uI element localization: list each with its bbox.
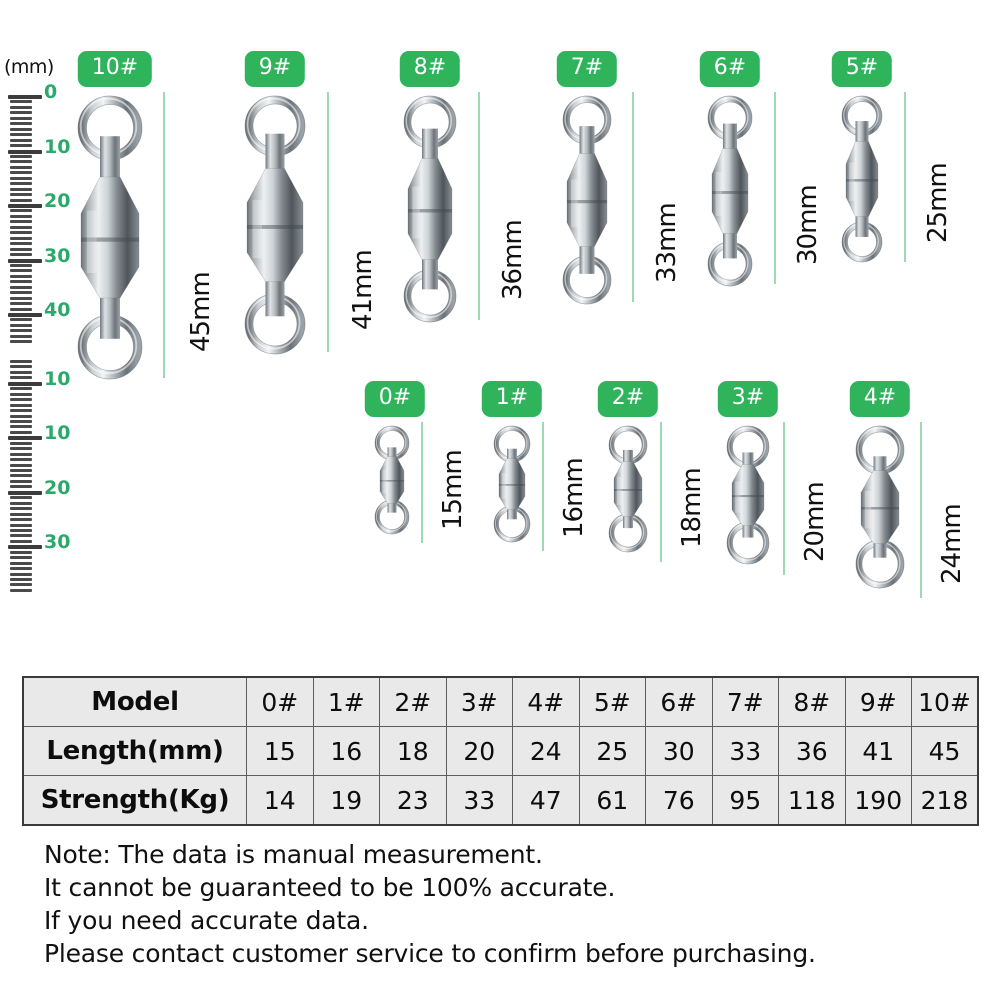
- note-line: Note: The data is manual measurement.: [44, 840, 543, 869]
- swivel-image-10: [71, 95, 149, 380]
- ruler-minor-tick: [10, 524, 32, 527]
- ruler-minor-tick: [10, 404, 32, 407]
- cell-length: 18: [380, 727, 447, 776]
- ruler-minor-tick: [10, 291, 32, 294]
- ruler-minor-tick: [10, 117, 32, 120]
- dimension-line: [904, 92, 906, 262]
- ruler-minor-tick: [10, 453, 32, 456]
- ruler-minor-tick: [10, 308, 32, 311]
- ruler-minor-tick: [10, 220, 32, 223]
- cell-model: 5#: [579, 677, 646, 727]
- cell-length: 15: [247, 727, 314, 776]
- cell-length: 20: [446, 727, 513, 776]
- note-line: If you need accurate data.: [44, 906, 369, 935]
- cell-length: 33: [712, 727, 779, 776]
- cell-strength: 61: [579, 776, 646, 826]
- ruler-minor-tick: [10, 188, 32, 191]
- ruler-minor-tick: [10, 415, 32, 418]
- cell-length: 45: [912, 727, 979, 776]
- note-line: It cannot be guaranteed to be 100% accurate.: [44, 873, 616, 902]
- ruler-minor-tick: [10, 387, 32, 390]
- dimension-line: [163, 92, 165, 378]
- ruler-minor-tick: [10, 340, 32, 343]
- swivel-image-4: [849, 425, 911, 589]
- cell-length: 16: [313, 727, 380, 776]
- ruler-minor-tick: [10, 329, 32, 332]
- ruler-major-tick: [8, 150, 42, 154]
- ruler-tick-label: 20: [44, 477, 71, 500]
- swivel-image-8: [397, 95, 463, 323]
- dimension-label: 33mm: [652, 203, 682, 283]
- ruler-minor-tick: [10, 518, 32, 521]
- ruler-tick-label: 30: [44, 531, 71, 554]
- ruler-minor-tick: [10, 133, 32, 136]
- row-header-length: Length(mm): [23, 727, 247, 776]
- table-row-model: [23, 677, 978, 727]
- row-header-model: Model: [23, 677, 247, 727]
- ruler-minor-tick: [10, 226, 32, 229]
- model-badge-10: 10#: [78, 51, 152, 87]
- ruler-minor-tick: [10, 231, 32, 234]
- ruler-minor-tick: [10, 485, 32, 488]
- ruler-minor-tick: [10, 182, 32, 185]
- cell-strength: 118: [779, 776, 846, 826]
- cell-strength: 14: [247, 776, 314, 826]
- dimension-line: [920, 422, 922, 598]
- dimension-label: 24mm: [937, 504, 967, 584]
- ruler-minor-tick: [10, 464, 32, 467]
- ruler-minor-tick: [10, 447, 32, 450]
- ruler-major-tick: [8, 491, 42, 495]
- dimension-line: [542, 422, 544, 551]
- cell-length: 36: [779, 727, 846, 776]
- ruler-tick-label: 20: [44, 190, 71, 213]
- ruler-major-tick: [8, 436, 42, 440]
- dimension-line: [660, 422, 662, 562]
- dimension-line: [421, 422, 423, 543]
- cell-model: 7#: [712, 677, 779, 727]
- ruler-minor-tick: [10, 280, 32, 283]
- ruler-tick-label: 40: [44, 299, 71, 322]
- table-row-length: [23, 727, 978, 776]
- ruler-minor-tick: [10, 100, 32, 103]
- ruler-minor-tick: [10, 139, 32, 142]
- cell-strength: 23: [380, 776, 447, 826]
- model-badge-6: 6#: [700, 51, 760, 87]
- cell-model: 8#: [779, 677, 846, 727]
- dimension-line: [632, 92, 634, 302]
- ruler-minor-tick: [10, 409, 32, 412]
- row-header-strength: Strength(Kg): [23, 776, 247, 826]
- ruler-minor-tick: [10, 199, 32, 202]
- dimension-label: 25mm: [923, 163, 953, 243]
- swivel-image-5: [835, 95, 889, 263]
- ruler-minor-tick: [10, 365, 32, 368]
- cell-model: 6#: [646, 677, 713, 727]
- swivel-image-3: [720, 425, 776, 565]
- ruler-minor-tick: [10, 567, 32, 570]
- ruler-tick-label: 30: [44, 244, 71, 267]
- model-badge-5: 5#: [832, 51, 892, 87]
- ruler-minor-tick: [10, 193, 32, 196]
- ruler-minor-tick: [10, 324, 32, 327]
- cell-length: 24: [513, 727, 580, 776]
- ruler-minor-tick: [10, 420, 32, 423]
- cell-model: 4#: [513, 677, 580, 727]
- cell-length: 30: [646, 727, 713, 776]
- ruler-minor-tick: [10, 562, 32, 565]
- cell-model: 0#: [247, 677, 314, 727]
- cell-length: 25: [579, 727, 646, 776]
- swivel-image-9: [238, 95, 312, 355]
- ruler-minor-tick: [10, 469, 32, 472]
- ruler-minor-tick: [10, 360, 32, 363]
- ruler-major-tick: [8, 382, 42, 386]
- ruler-minor-tick: [10, 551, 32, 554]
- ruler-minor-tick: [10, 578, 32, 581]
- ruler-minor-tick: [10, 318, 32, 321]
- cell-model: 9#: [845, 677, 912, 727]
- cell-strength: 95: [712, 776, 779, 826]
- ruler-minor-tick: [10, 122, 32, 125]
- ruler-minor-tick: [10, 371, 32, 374]
- ruler-minor-tick: [10, 442, 32, 445]
- ruler-major-tick: [8, 95, 42, 99]
- disclaimer-notes: [44, 838, 816, 970]
- model-badge-2: 2#: [598, 381, 658, 417]
- ruler-minor-tick: [10, 393, 32, 396]
- dimension-label: 20mm: [800, 482, 830, 562]
- ruler-minor-tick: [10, 128, 32, 131]
- ruler-minor-tick: [10, 275, 32, 278]
- ruler-major-tick: [8, 204, 42, 208]
- model-badge-4: 4#: [850, 381, 910, 417]
- dimension-line: [327, 92, 329, 352]
- swivel-image-0: [368, 425, 416, 535]
- ruler-minor-tick: [10, 209, 32, 212]
- ruler-tick-label: 10: [44, 368, 71, 391]
- cell-model: 2#: [380, 677, 447, 727]
- dimension-line: [478, 92, 480, 320]
- ruler-minor-tick: [10, 155, 32, 158]
- ruler-minor-tick: [10, 106, 32, 109]
- ruler-minor-tick: [10, 171, 32, 174]
- table-row-strength: [23, 776, 978, 826]
- ruler-minor-tick: [10, 480, 32, 483]
- dimension-label: 16mm: [559, 458, 589, 538]
- dimension-line: [774, 92, 776, 284]
- cell-model: 1#: [313, 677, 380, 727]
- ruler-minor-tick: [10, 502, 32, 505]
- dimension-label: 45mm: [186, 272, 216, 352]
- cell-strength: 218: [912, 776, 979, 826]
- ruler-major-tick: [8, 545, 42, 549]
- ruler-tick-label: 10: [44, 422, 71, 445]
- ruler-minor-tick: [10, 286, 32, 289]
- ruler-minor-tick: [10, 513, 32, 516]
- ruler-minor-tick: [10, 534, 32, 537]
- ruler-minor-tick: [10, 160, 32, 163]
- ruler-minor-tick: [10, 398, 32, 401]
- ruler-minor-tick: [10, 335, 32, 338]
- ruler-minor-tick: [10, 253, 32, 256]
- ruler-minor-tick: [10, 144, 32, 147]
- cell-strength: 33: [446, 776, 513, 826]
- ruler-minor-tick: [10, 302, 32, 305]
- dimension-line: [783, 422, 785, 575]
- swivel-image-7: [556, 95, 618, 305]
- note-line: Please contact customer service to confirm before purchasing.: [44, 939, 816, 968]
- model-badge-3: 3#: [718, 381, 778, 417]
- ruler-unit-caption: (mm): [4, 56, 54, 78]
- ruler-minor-tick: [10, 269, 32, 272]
- ruler-minor-tick: [10, 474, 32, 477]
- ruler-minor-tick: [10, 376, 32, 379]
- ruler-minor-tick: [10, 540, 32, 543]
- ruler-minor-tick: [10, 111, 32, 114]
- dimension-label: 18mm: [677, 468, 707, 548]
- dimension-label: 30mm: [793, 185, 823, 265]
- ruler-minor-tick: [10, 529, 32, 532]
- ruler-minor-tick: [10, 242, 32, 245]
- model-badge-8: 8#: [400, 51, 460, 87]
- cell-length: 41: [845, 727, 912, 776]
- ruler-minor-tick: [10, 589, 32, 592]
- ruler-major-tick: [8, 259, 42, 263]
- cell-strength: 19: [313, 776, 380, 826]
- ruler-minor-tick: [10, 458, 32, 461]
- ruler-minor-tick: [10, 425, 32, 428]
- measurement-ruler: [0, 56, 71, 650]
- cell-model: 10#: [912, 677, 979, 727]
- cell-strength: 47: [513, 776, 580, 826]
- ruler-minor-tick: [10, 248, 32, 251]
- ruler-minor-tick: [10, 177, 32, 180]
- dimension-label: 15mm: [438, 450, 468, 530]
- ruler-minor-tick: [10, 297, 32, 300]
- ruler-tick-label: 10: [44, 135, 71, 158]
- ruler-major-tick: [8, 313, 42, 317]
- ruler-minor-tick: [10, 507, 32, 510]
- ruler-minor-tick: [10, 431, 32, 434]
- ruler-minor-tick: [10, 583, 32, 586]
- cell-strength: 76: [646, 776, 713, 826]
- cell-model: 3#: [446, 677, 513, 727]
- dimension-label: 41mm: [348, 250, 378, 330]
- model-badge-1: 1#: [482, 381, 542, 417]
- ruler-minor-tick: [10, 215, 32, 218]
- specification-table: [22, 676, 979, 826]
- cell-strength: 190: [845, 776, 912, 826]
- swivel-image-2: [602, 425, 654, 553]
- ruler-minor-tick: [10, 556, 32, 559]
- ruler-minor-tick: [10, 166, 32, 169]
- ruler-tick-label: 0: [44, 81, 58, 104]
- ruler-minor-tick: [10, 496, 32, 499]
- ruler-minor-tick: [10, 573, 32, 576]
- ruler-minor-tick: [10, 264, 32, 267]
- ruler-minor-tick: [10, 237, 32, 240]
- model-badge-0: 0#: [365, 381, 425, 417]
- swivel-image-6: [701, 95, 759, 287]
- model-badge-7: 7#: [557, 51, 617, 87]
- dimension-label: 36mm: [498, 220, 528, 300]
- model-badge-9: 9#: [245, 51, 305, 87]
- swivel-image-1: [487, 425, 537, 543]
